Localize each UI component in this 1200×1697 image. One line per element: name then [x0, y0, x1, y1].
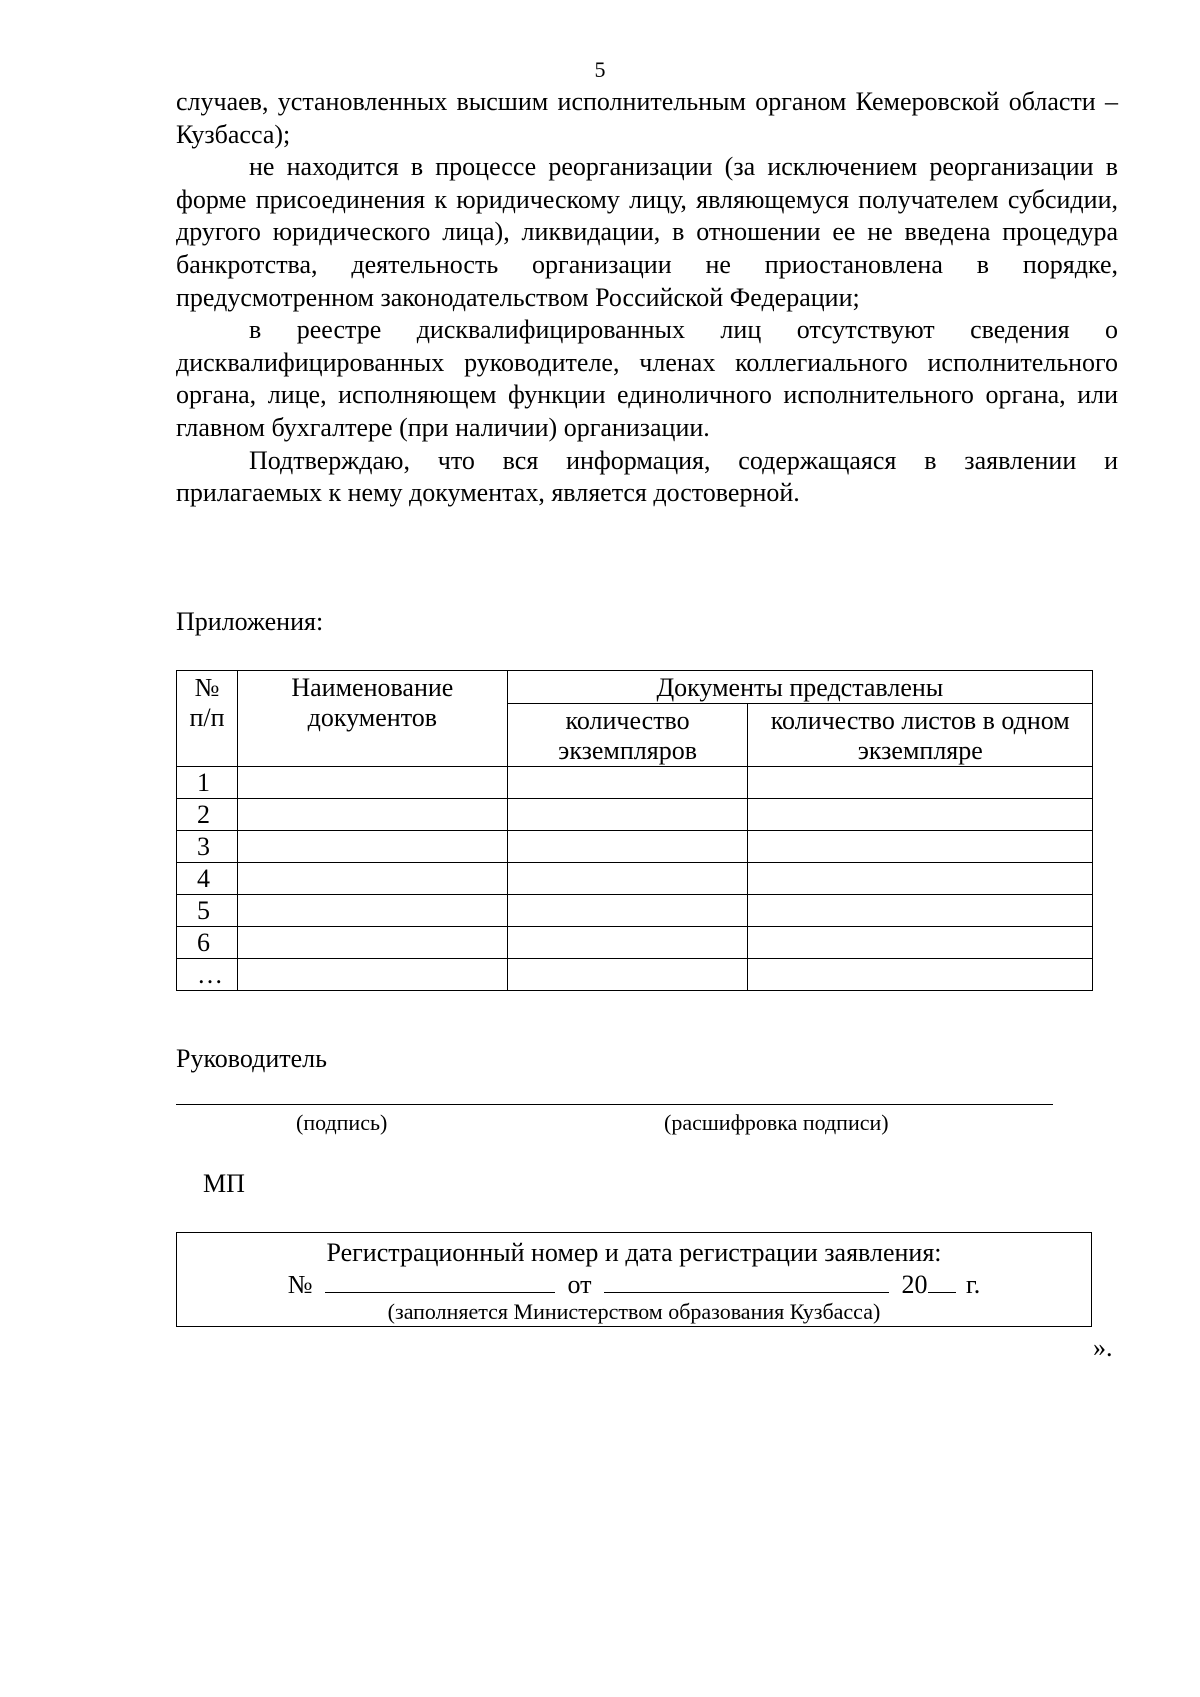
cell-sheets[interactable]	[748, 799, 1093, 831]
number-sign: №	[287, 1270, 313, 1299]
cell-document-name[interactable]	[237, 959, 507, 991]
page-number: 5	[594, 57, 606, 82]
stamp-place-label: МП	[203, 1169, 245, 1198]
paragraph-disqualified-registry: в реестре дисквалифицированных лиц отсутствуют сведения о дисквалифицированных руководителе, членах коллегиального исполнительного органа, лице, исполняющем функции единоличного исполнительного органа, или главном бухгалтере (при наличии) организации.	[176, 315, 1118, 442]
body-text	[176, 86, 1118, 510]
year-prefix: 20	[901, 1270, 928, 1299]
table-row	[177, 927, 1093, 959]
table-row	[177, 767, 1093, 799]
row-number: 2	[177, 799, 238, 831]
row-number: …	[177, 959, 238, 991]
table-row	[177, 799, 1093, 831]
header-sheets-count: количество листов в одном экземпляре	[748, 704, 1093, 767]
cell-document-name[interactable]	[237, 927, 507, 959]
cell-sheets[interactable]	[748, 959, 1093, 991]
registration-note: (заполняется Министерством образования Кузбасса)	[387, 1299, 881, 1324]
table-row	[177, 863, 1093, 895]
header-document-name: Наименование документов	[237, 671, 507, 767]
table-row	[177, 959, 1093, 991]
cell-sheets[interactable]	[748, 927, 1093, 959]
registration-title: Регистрационный номер и дата регистрации заявления:	[326, 1238, 942, 1267]
attachments-label: Приложения:	[176, 607, 324, 636]
signature-caption: (подпись)	[296, 1110, 388, 1135]
cell-document-name[interactable]	[237, 831, 507, 863]
cell-copies[interactable]	[507, 927, 748, 959]
cell-sheets[interactable]	[748, 767, 1093, 799]
registration-fields-line	[177, 1269, 1091, 1301]
row-number: 4	[177, 863, 238, 895]
header-documents-submitted: Документы представлены	[507, 671, 1092, 704]
cell-copies[interactable]	[507, 895, 748, 927]
signature-line[interactable]	[176, 1104, 1053, 1105]
registration-date-field[interactable]	[604, 1270, 889, 1293]
cell-sheets[interactable]	[748, 895, 1093, 927]
registration-number-field[interactable]	[325, 1270, 555, 1293]
table-header-row	[177, 671, 1093, 704]
registration-year-field[interactable]	[928, 1270, 956, 1293]
cell-copies[interactable]	[507, 863, 748, 895]
table-row	[177, 895, 1093, 927]
header-number: № п/п	[177, 671, 238, 767]
cell-document-name[interactable]	[237, 767, 507, 799]
cell-copies[interactable]	[507, 959, 748, 991]
cell-sheets[interactable]	[748, 831, 1093, 863]
paragraph-reorganization: не находится в процессе реорганизации (за исключением реорганизации в форме присоединения к юридическому лицу, являющемуся получателем субсидии, другого юридического лица), ликвидации, в отношении ее не введена процедура банкротства, деятельность организации не приостановлена в порядке, предусмотренном законодательством Российской Федерации;	[176, 152, 1118, 312]
cell-copies[interactable]	[507, 767, 748, 799]
cell-document-name[interactable]	[237, 895, 507, 927]
from-word: от	[567, 1270, 592, 1299]
row-number: 6	[177, 927, 238, 959]
attachments-table	[176, 670, 1093, 991]
cell-document-name[interactable]	[237, 799, 507, 831]
row-number: 5	[177, 895, 238, 927]
row-number: 3	[177, 831, 238, 863]
signature-decode-caption: (расшифровка подписи)	[664, 1110, 889, 1135]
cell-document-name[interactable]	[237, 863, 507, 895]
head-signatory-label: Руководитель	[176, 1044, 327, 1073]
paragraph-continuation: случаев, установленных высшим исполнительным органом Кемеровской области – Кузбасса);	[176, 87, 1118, 149]
row-number: 1	[177, 767, 238, 799]
cell-sheets[interactable]	[748, 863, 1093, 895]
registration-box	[176, 1232, 1092, 1327]
table-row	[177, 831, 1093, 863]
cell-copies[interactable]	[507, 831, 748, 863]
cell-copies[interactable]	[507, 799, 748, 831]
closing-quote: ».	[1093, 1333, 1113, 1362]
header-copies-count: количество экземпляров	[507, 704, 748, 767]
year-suffix: г.	[966, 1270, 981, 1299]
paragraph-confirmation: Подтверждаю, что вся информация, содержащаяся в заявлении и прилагаемых к нему документах, является достоверной.	[176, 445, 1118, 508]
